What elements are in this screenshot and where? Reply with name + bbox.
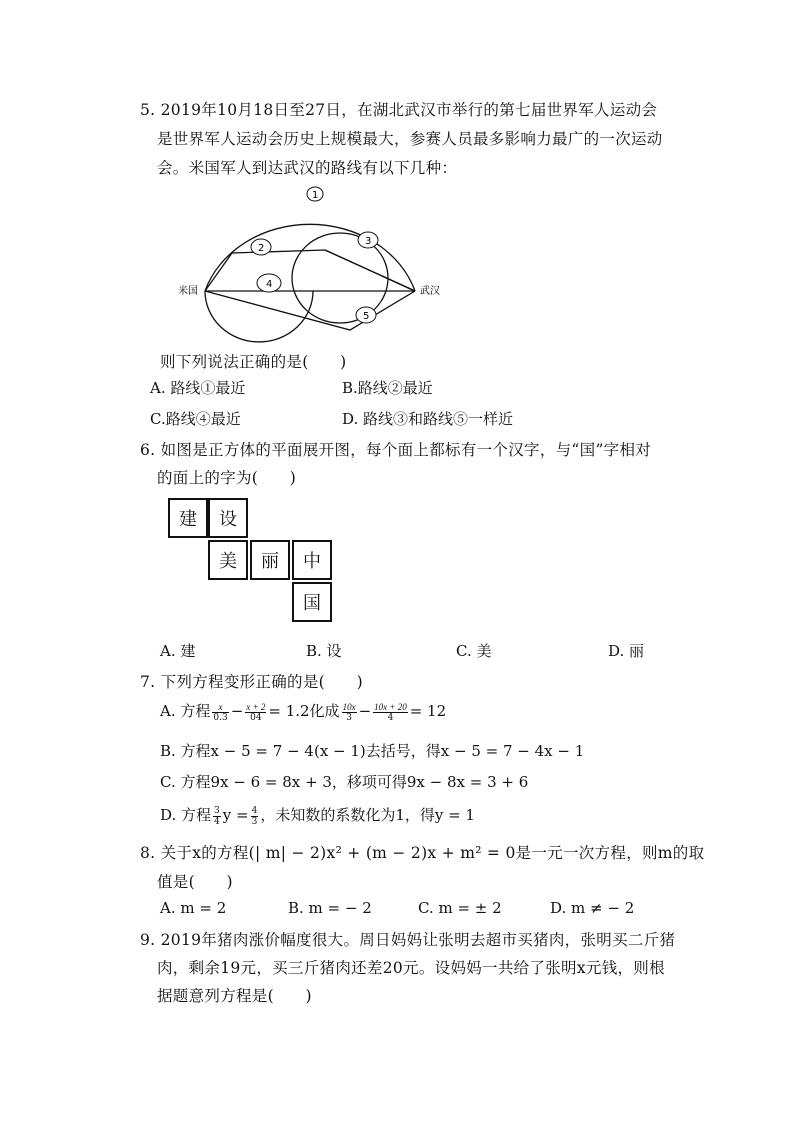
q7-option-d[interactable] bbox=[160, 804, 475, 827]
q7-stem: 7. 下列方程变形正确的是( ) bbox=[140, 673, 363, 691]
q5-option-b[interactable]: B.路线②最近 bbox=[342, 379, 433, 397]
q6-line-1: 6. 如图是正方体的平面展开图，每个面上都标有一个汉字，与“国”字相对 bbox=[140, 441, 652, 459]
denominator: 4 bbox=[214, 816, 220, 827]
route-3-line bbox=[325, 250, 415, 291]
q8-option-d[interactable]: D. m ≠ − 2 bbox=[550, 899, 635, 917]
svg-text:2: 2 bbox=[258, 243, 265, 254]
q6-option-d[interactable]: D. 丽 bbox=[608, 642, 645, 660]
svg-text:1: 1 bbox=[312, 190, 319, 201]
q8-line-2: 值是( ) bbox=[157, 873, 233, 891]
equation-text: = 12 bbox=[409, 702, 447, 720]
route-marker-5 bbox=[356, 307, 376, 323]
q5-option-c[interactable]: C.路线④最近 bbox=[150, 410, 241, 428]
q9-line-3: 据题意列方程是( ) bbox=[157, 987, 312, 1005]
q8-option-b[interactable]: B. m = − 2 bbox=[288, 899, 372, 917]
q8-option-a[interactable]: A. m = 2 bbox=[160, 899, 227, 917]
numerator: x + 2 bbox=[246, 701, 266, 712]
q6-option-a[interactable]: A. 建 bbox=[160, 642, 196, 660]
q8-option-c[interactable]: C. m = ± 2 bbox=[418, 899, 502, 917]
cube-face-guo: 国 bbox=[292, 582, 332, 622]
cube-face-jian: 建 bbox=[168, 498, 208, 538]
operator: − bbox=[230, 702, 244, 720]
cube-face-li: 丽 bbox=[250, 540, 290, 580]
q5-option-a[interactable]: A. 路线①最近 bbox=[150, 379, 246, 397]
numerator: 3 bbox=[214, 805, 220, 816]
fraction bbox=[213, 806, 221, 827]
q7-d-label: D. 方程 bbox=[160, 806, 212, 824]
equation-text: y = bbox=[222, 806, 249, 824]
numerator: 10x + 20 bbox=[374, 701, 407, 712]
denominator: 3 bbox=[251, 816, 258, 827]
denominator: 4 bbox=[387, 712, 394, 723]
svg-text:5: 5 bbox=[363, 311, 370, 322]
cube-face-she: 设 bbox=[208, 498, 248, 538]
q6-option-b[interactable]: B. 设 bbox=[306, 642, 342, 660]
fraction bbox=[251, 806, 259, 827]
q5-line-1: 5. 2019年10月18日至27日，在湖北武汉市举行的第七届世界军人运动会 bbox=[140, 101, 658, 119]
denominator: 3 bbox=[346, 712, 352, 723]
equation-text: ，未知数的系数化为1，得y = 1 bbox=[260, 806, 475, 824]
svg-text:4: 4 bbox=[266, 279, 273, 290]
q7-option-c[interactable]: C. 方程9x − 6 = 8x + 3，移项可得9x − 8x = 3 + 6 bbox=[160, 773, 529, 791]
fraction bbox=[342, 702, 357, 723]
route-diagram bbox=[170, 178, 440, 348]
q8-line-1: 8. 关于x的方程(| m| − 2)x² + (m − 2)x + m² = 0是一元一次方程，则m的取 bbox=[140, 844, 705, 862]
route-marker-1 bbox=[307, 187, 323, 201]
q5-question: 则下列说法正确的是( ) bbox=[160, 353, 347, 371]
route-marker-3 bbox=[358, 232, 378, 248]
equation-text: = 1.2化成 bbox=[268, 702, 340, 720]
q6-option-c[interactable]: C. 美 bbox=[456, 642, 492, 660]
numerator: x bbox=[212, 702, 228, 713]
origin-label: 米国 bbox=[178, 286, 198, 297]
numerator: 10x bbox=[342, 701, 356, 712]
destination-label: 武汉 bbox=[420, 286, 440, 297]
route-2 bbox=[205, 250, 415, 291]
q7-a-label: A. 方程 bbox=[160, 702, 211, 720]
operator: − bbox=[358, 702, 372, 720]
cube-face-zhong: 中 bbox=[292, 540, 332, 580]
q5-option-d[interactable]: D. 路线③和路线⑤一样近 bbox=[342, 410, 514, 428]
denominator: 04 bbox=[250, 712, 262, 723]
fraction bbox=[373, 702, 408, 723]
q5-line-2: 是世界军人运动会历史上规模最大，参赛人员最多影响力最广的一次运动 bbox=[157, 130, 663, 148]
q5-line-3: 会。米国军人到达武汉的路线有以下几种： bbox=[157, 159, 458, 177]
route-marker-2 bbox=[251, 239, 271, 255]
q7-option-a[interactable] bbox=[160, 700, 446, 723]
q9-line-1: 9. 2019年猪肉涨价幅度很大。周日妈妈让张明去超市买猪肉，张明买二斤猪 bbox=[140, 931, 676, 949]
fraction bbox=[245, 702, 266, 723]
fraction bbox=[212, 702, 228, 723]
q7-option-b[interactable]: B. 方程x − 5 = 7 − 4(x − 1)去括号，得x − 5 = 7 − 4x − 1 bbox=[160, 742, 585, 760]
q6-line-2: 的面上的字为( ) bbox=[157, 469, 297, 487]
denominator: 0.3 bbox=[213, 712, 228, 723]
route-marker-4 bbox=[257, 274, 281, 292]
cube-face-mei: 美 bbox=[208, 540, 248, 580]
numerator: 4 bbox=[251, 805, 258, 816]
q9-line-2: 肉，剩余19元，买三斤猪肉还差20元。设妈妈一共给了张明x元钱，则根 bbox=[157, 959, 665, 977]
svg-text:3: 3 bbox=[365, 236, 372, 247]
